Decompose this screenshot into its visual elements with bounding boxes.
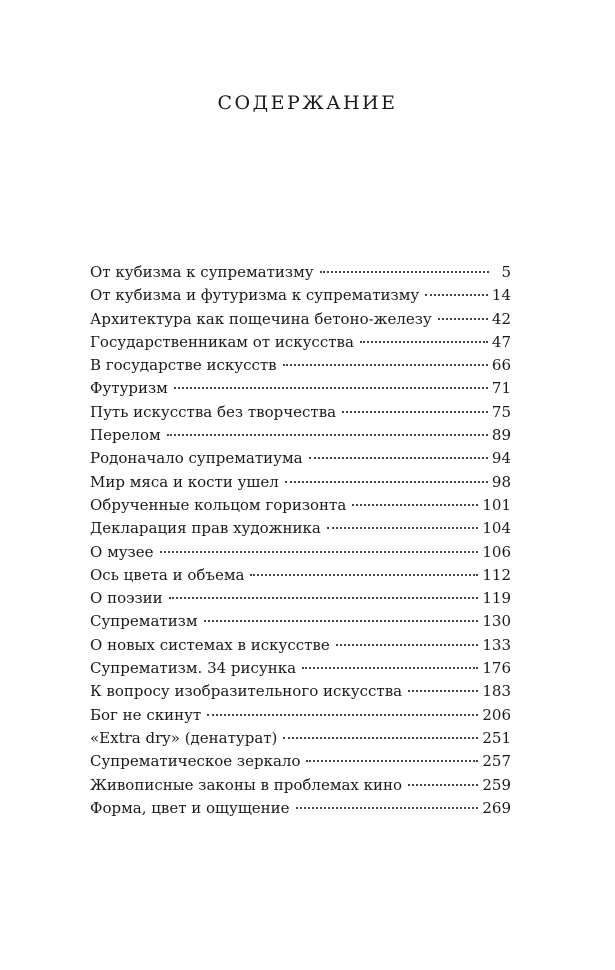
toc-entry-title: Ось цвета и объема [90,565,245,584]
toc-entry [90,401,511,424]
toc-entry-title: К вопросу изобразительного искусства [90,682,403,701]
toc-entry-title: Декларация прав художника [90,519,321,538]
dot-leader [408,784,478,786]
toc-entry-page: 47 [491,332,511,351]
toc-entry-page: 206 [482,705,511,724]
toc-entry-title: Родоначало супрематиума [90,449,303,468]
toc-entry-page: 98 [491,472,511,491]
dot-leader [207,714,478,716]
dot-leader [352,504,478,506]
dot-leader [174,387,488,389]
toc-entry-page: 176 [482,659,511,678]
toc-entry [90,610,511,633]
dot-leader [360,341,488,343]
toc-entry-title: Перелом [90,426,161,445]
toc-entry-page: 112 [482,565,511,584]
toc-entry-title: Архитектура как пощечина бетоно-железу [90,309,432,328]
toc-entry-page: 269 [482,798,511,817]
toc-entry-page: 101 [482,495,511,514]
toc-entry-title: От кубизма к супрематизму [90,263,314,281]
toc-entry-page: 14 [491,286,511,305]
toc-entry-page: 130 [482,612,511,631]
dot-leader [283,364,488,366]
toc-entry [90,727,511,750]
toc-entry-title: Государственникам от искусства [90,332,354,351]
dot-leader [438,318,488,320]
toc-entry-page: 259 [482,775,511,794]
dot-leader [169,597,479,599]
toc-entry-title: О поэзии [90,589,163,608]
toc-entry [90,331,511,354]
toc-entry-title: Футуризм [90,379,168,398]
toc-entry-title: Живописные законы в проблемах кино [90,775,403,794]
dot-leader [342,411,488,413]
toc-entry-page: 71 [491,379,511,398]
toc-entry [90,517,511,540]
dot-leader [320,271,489,273]
dot-leader [309,457,488,459]
toc-entry-title: Обрученные кольцом горизонта [90,495,347,514]
toc-entry-title: От кубизма и футуризма к супрематизму [90,286,420,305]
toc-entry-page: 106 [482,542,511,561]
toc-entry-page: 75 [491,402,511,421]
toc-entry-page: 94 [491,449,511,468]
toc-entry-page: 66 [491,356,511,375]
toc-entry-title: Мир мяса и кости ушел [90,472,279,491]
toc-entry [90,447,511,470]
toc-entry-page: 104 [482,519,511,538]
dot-leader [285,481,488,483]
toc-entry [90,704,511,727]
toc-entry-title: В государстве искусств [90,356,277,375]
toc-entry [90,354,511,377]
toc-entry-title: Супрематическое зеркало [90,752,301,771]
toc-entry [90,494,511,517]
toc-entry-page: 119 [482,589,511,608]
toc-entry [90,564,511,587]
toc-entry [90,680,511,703]
toc-entry [90,774,511,797]
table-of-contents [90,261,511,820]
toc-entry-title: О новых системах в искусстве [90,635,330,654]
dot-leader [327,527,479,529]
toc-entry [90,587,511,610]
toc-entry-page: 183 [482,682,511,701]
toc-entry-page: 89 [491,426,511,445]
dot-leader [296,807,479,809]
toc-entry [90,750,511,773]
toc-entry-title: Супрематизм [90,612,198,631]
toc-entry [90,284,511,307]
dot-leader [204,620,479,622]
toc-entry [90,261,511,284]
toc-entry [90,797,511,820]
toc-entry-title: Путь искусства без творчества [90,402,337,421]
dot-leader [302,667,478,669]
page-title: СОДЕРЖАНИЕ [217,92,398,114]
dot-leader [306,760,478,762]
dot-leader [336,644,479,646]
toc-entry-page: 42 [491,309,511,328]
toc-entry-page: 257 [482,752,511,771]
toc-entry-title: Супрематизм. 34 рисунка [90,659,297,678]
toc-entry [90,471,511,494]
toc-entry-page: 5 [501,263,511,281]
toc-entry [90,634,511,657]
toc-entry-title: Форма, цвет и ощущение [90,798,290,817]
toc-entry-title: Бог не скинут [90,705,202,724]
dot-leader [408,690,478,692]
dot-leader [167,434,488,436]
toc-entry-page: 133 [482,635,511,654]
toc-entry-title: О музее [90,542,154,561]
toc-entry-title: «Extra dry» (денатурат) [90,728,278,747]
toc-entry [90,424,511,447]
dot-leader [160,551,479,553]
toc-entry [90,657,511,680]
dot-leader [250,574,478,576]
toc-entry-page: 251 [482,728,511,747]
dot-leader [283,737,478,739]
dot-leader [425,294,488,296]
toc-entry [90,308,511,331]
toc-entry [90,541,511,564]
toc-entry [90,377,511,400]
